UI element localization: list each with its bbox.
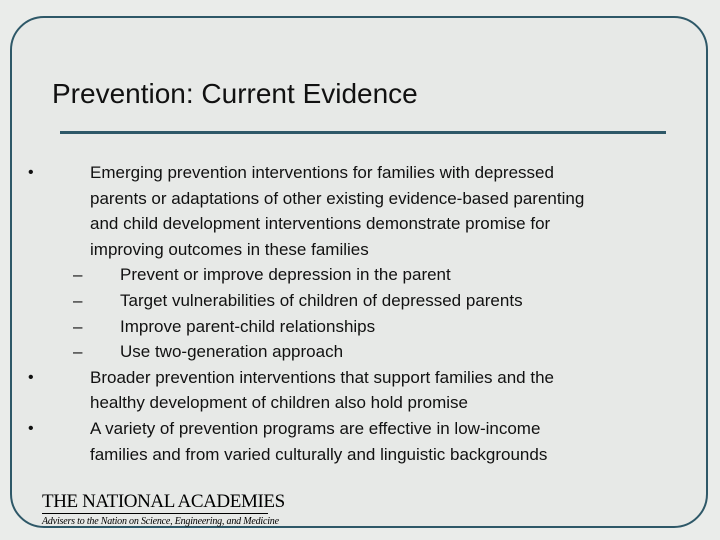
bullet-line: Broader prevention interventions that support families and the <box>90 367 554 387</box>
slide-title: Prevention: Current Evidence <box>52 78 418 109</box>
sub-bullet-text: Prevent or improve depression in the parent <box>120 265 451 285</box>
bullet-line: and child development interventions demonstrate promise for <box>90 214 551 234</box>
bullet-marker: • <box>28 164 34 181</box>
bullet-list <box>0 160 720 467</box>
logo-tagline: Advisers to the Nation on Science, Engineering, and Medicine <box>42 516 279 527</box>
logo-name: THE NATIONAL ACADEMIES <box>42 491 285 512</box>
bullet-marker: • <box>28 368 34 386</box>
bullet-line: families and from varied culturally and linguistic backgrounds <box>90 444 548 464</box>
dash-marker: – <box>73 290 83 310</box>
dash-marker: – <box>73 316 83 336</box>
logo-divider <box>42 513 268 514</box>
bullet-item <box>0 416 720 467</box>
sub-bullet-item <box>0 288 720 314</box>
dash-marker: – <box>73 265 83 285</box>
bullet-item <box>0 160 720 262</box>
sub-bullet-text: Use two-generation approach <box>120 342 344 362</box>
sub-bullet-text: Improve parent-child relationships <box>120 316 376 336</box>
bullet-line: healthy development of children also hold promise <box>90 393 469 413</box>
bullet-marker: • <box>28 419 34 437</box>
bullet-line: Emerging prevention interventions for families with depressed <box>90 163 554 182</box>
title-divider <box>60 131 666 134</box>
sub-bullet-item <box>0 339 720 365</box>
bullet-line: improving outcomes in these families <box>90 239 369 259</box>
sub-bullet-list <box>0 262 720 364</box>
sub-bullet-text: Target vulnerabilities of children of depressed parents <box>120 290 523 310</box>
bullet-line: A variety of prevention programs are effective in low-income <box>90 418 541 438</box>
bullet-item <box>0 365 720 416</box>
sub-bullet-item <box>0 262 720 288</box>
sub-bullet-item <box>0 314 720 340</box>
bullet-line: parents or adaptations of other existing evidence-based parenting <box>90 188 585 208</box>
dash-marker: – <box>73 342 83 362</box>
national-academies-logo <box>42 491 285 527</box>
